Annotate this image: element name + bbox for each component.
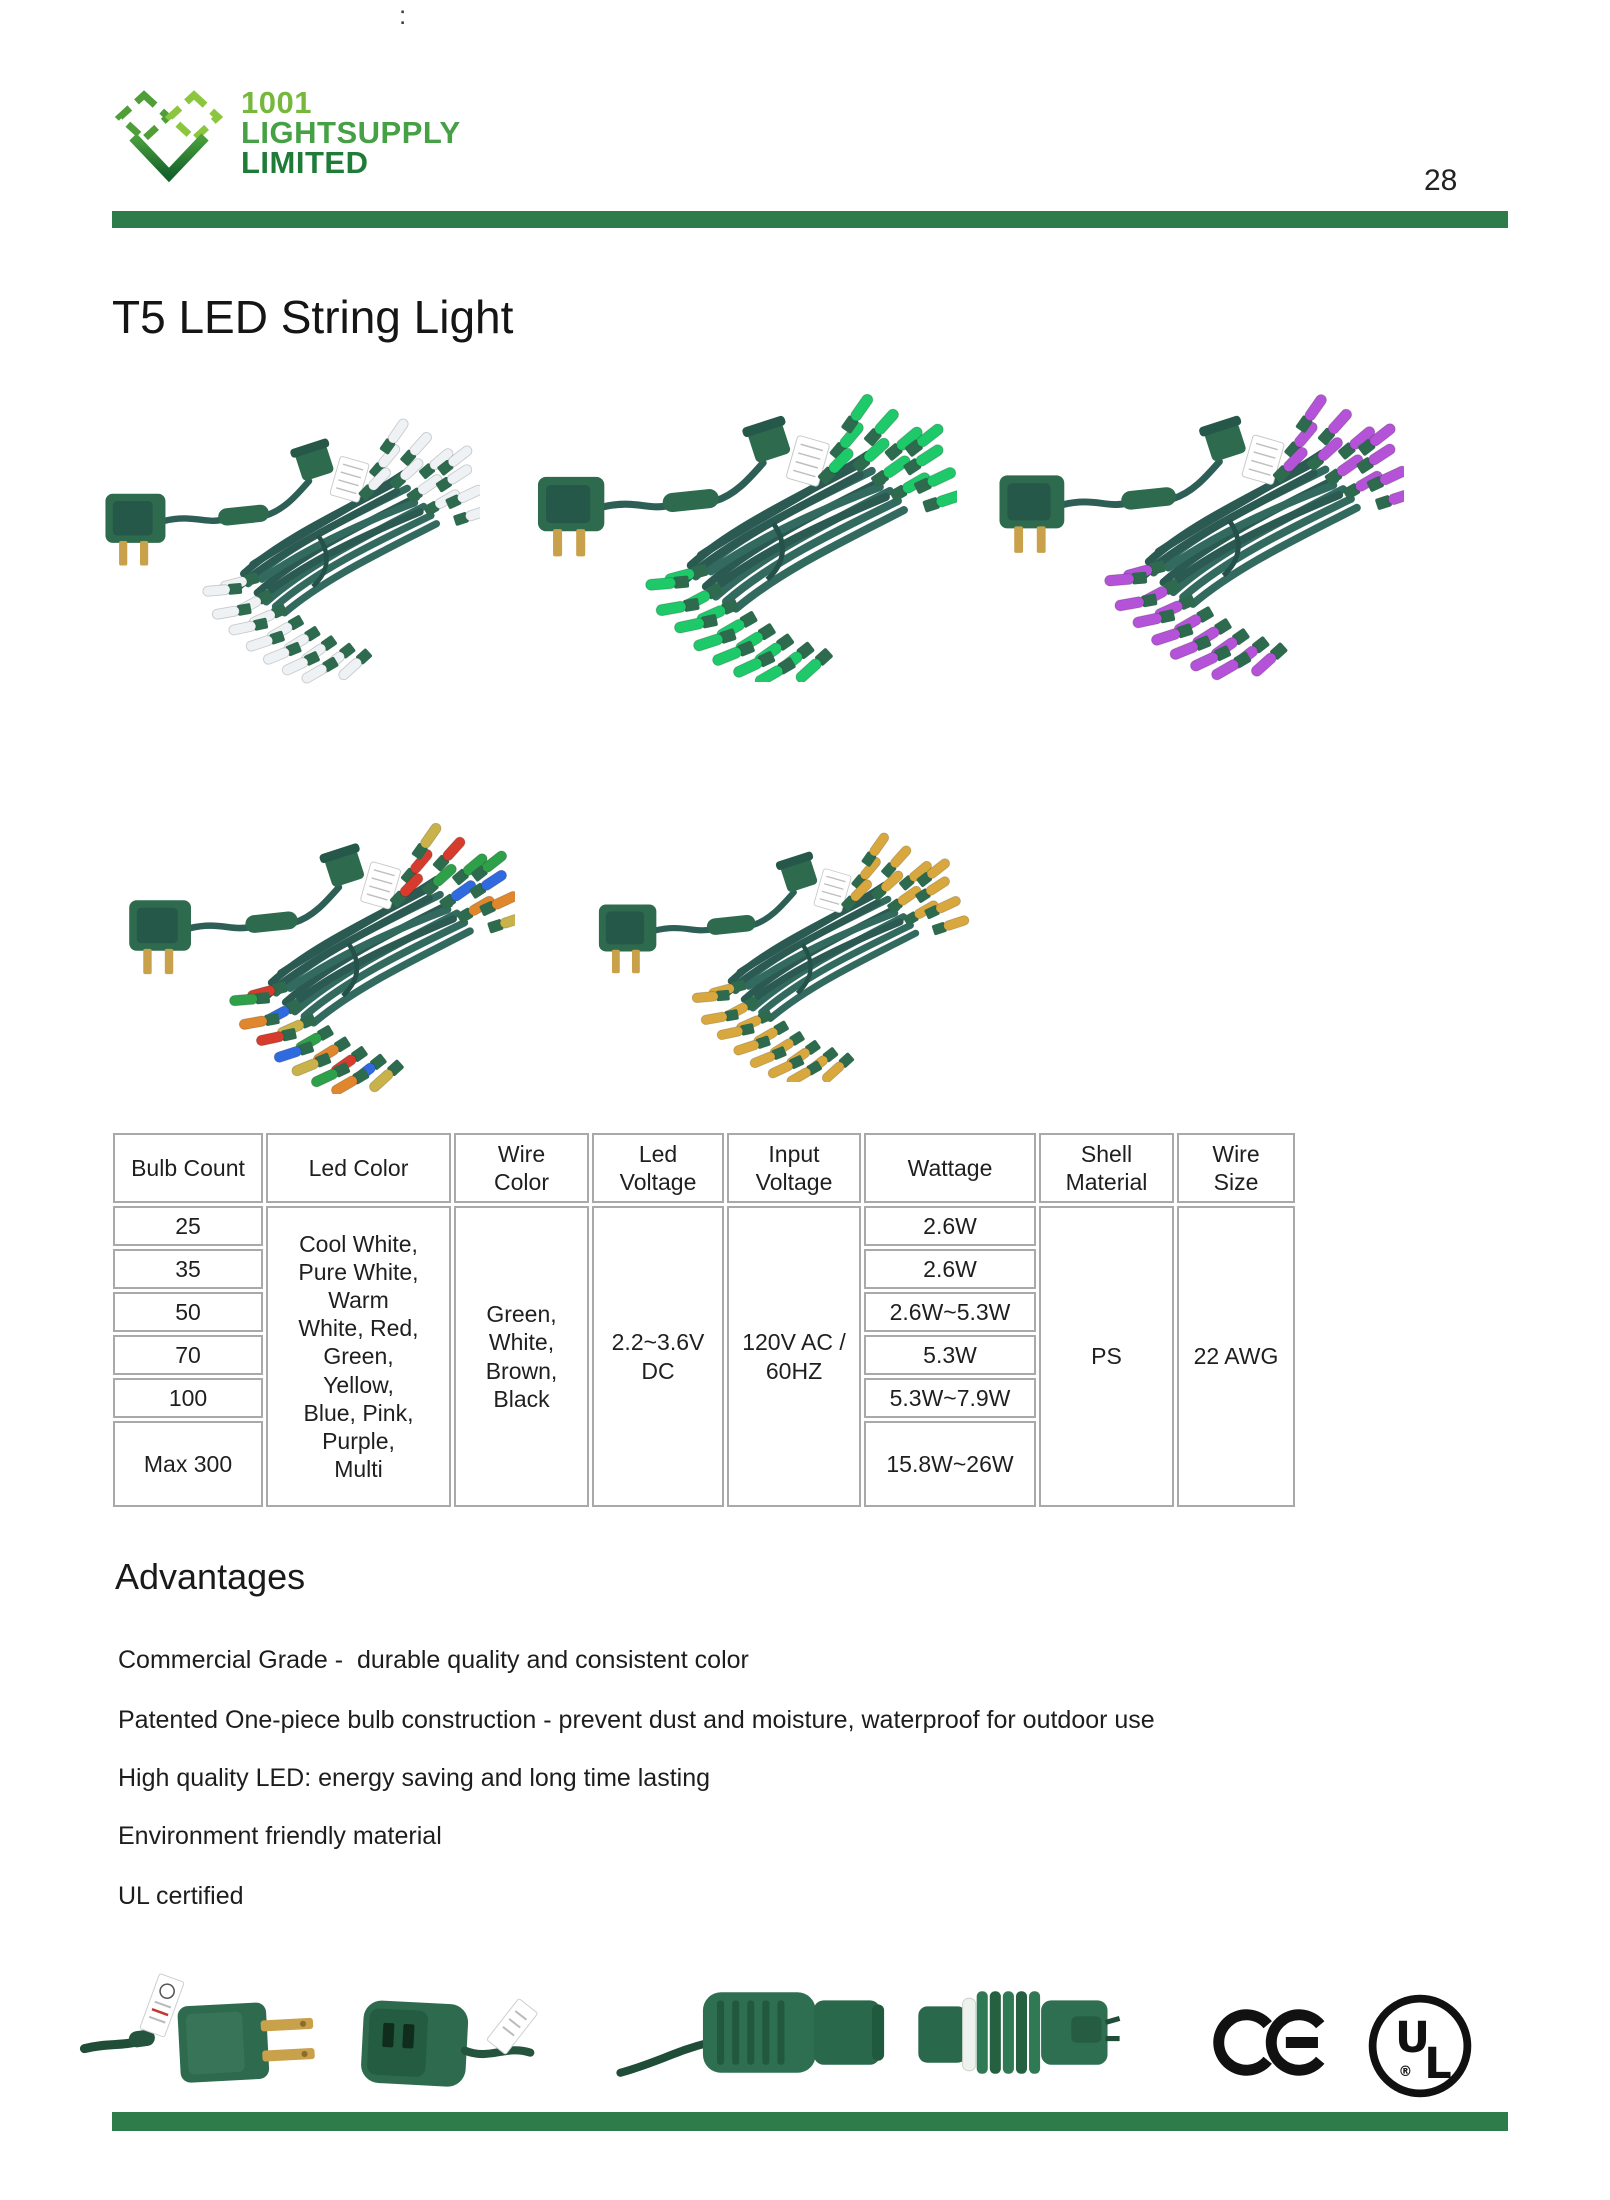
- bulb-count-50: 50: [113, 1292, 263, 1332]
- bulb-count-max-300: Max 300: [113, 1421, 263, 1507]
- product-photo-green: [505, 310, 957, 682]
- product-photo-cool-white: [80, 332, 480, 690]
- logo-line-3: LIMITED: [241, 145, 369, 180]
- advantage-item: UL certified: [118, 1882, 244, 1910]
- ce-mark: [1210, 2002, 1334, 2083]
- advantage-item: High quality LED: energy saving and long time lasting: [118, 1764, 711, 1792]
- spec-led-voltage: 2.2~3.6V DC: [592, 1206, 724, 1507]
- page-title: T5 LED String Light: [112, 291, 514, 343]
- bulb-count-70: 70: [113, 1335, 263, 1375]
- spec-header-wire-size: Wire Size: [1177, 1133, 1295, 1203]
- ul-registered-symbol: ®: [1398, 2064, 1413, 2081]
- page-top-mark: :: [399, 0, 407, 30]
- spec-header-led-color: Led Color: [266, 1133, 451, 1203]
- advantages-heading: Advantages: [115, 1556, 306, 1597]
- page-number: 28: [1424, 164, 1458, 197]
- waterproof-connector-photo: [615, 1950, 1121, 2106]
- advantage-item: Patented One-piece bulb construction - prevent dust and moisture, waterproof for outdoor use: [118, 1706, 1155, 1734]
- ul-letter-u: U: [1395, 2013, 1430, 2064]
- wattage-100: 5.3W~7.9W: [864, 1378, 1036, 1418]
- spec-header-shell-material: Shell Material: [1039, 1133, 1174, 1203]
- spec-shell-material: PS: [1039, 1206, 1174, 1507]
- spec-header-led-voltage: Led Voltage: [592, 1133, 724, 1203]
- bulb-count-25: 25: [113, 1206, 263, 1246]
- product-photo-multi: [103, 742, 515, 1094]
- spec-header-wattage: Wattage: [864, 1133, 1036, 1203]
- header-divider-bar: [112, 211, 1508, 228]
- spec-wire-color: Green, White, Brown, Black: [454, 1206, 589, 1507]
- product-photo-warm-gold: [542, 760, 990, 1082]
- product-photo-purple: [972, 306, 1404, 682]
- spec-wire-size: 22 AWG: [1177, 1206, 1295, 1507]
- spec-table: [113, 1133, 1295, 1507]
- logo-line-2: LIGHTSUPPLY: [241, 115, 461, 150]
- bulb-count-35: 35: [113, 1249, 263, 1289]
- wattage-max-300: 15.8W~26W: [864, 1421, 1036, 1507]
- advantage-item: Environment friendly material: [118, 1822, 442, 1850]
- spec-led-color: Cool White, Pure White, Warm White, Red, Green, Yellow, Blue, Pink, Purple, Multi: [266, 1206, 451, 1507]
- wattage-50: 2.6W~5.3W: [864, 1292, 1036, 1332]
- plug-and-socket-photo: [78, 1952, 570, 2108]
- ul-letter-l: L: [1424, 2038, 1452, 2089]
- wattage-25: 2.6W: [864, 1206, 1036, 1246]
- advantage-item: Commercial Grade - durable quality and consistent color: [118, 1646, 749, 1674]
- footer-divider-bar: [112, 2112, 1508, 2131]
- bulb-count-100: 100: [113, 1378, 263, 1418]
- wattage-35: 2.6W: [864, 1249, 1036, 1289]
- ul-mark: [1364, 1990, 1476, 2102]
- company-logo-icon: [113, 86, 225, 188]
- wattage-70: 5.3W: [864, 1335, 1036, 1375]
- spec-input-voltage: 120V AC / 60HZ: [727, 1206, 861, 1507]
- logo-line-1: 1001: [241, 85, 312, 120]
- spec-header-input-voltage: Input Voltage: [727, 1133, 861, 1203]
- spec-header-wire-color: Wire Color: [454, 1133, 589, 1203]
- company-logo-text: [241, 85, 461, 180]
- spec-header-bulb-count: Bulb Count: [113, 1133, 263, 1203]
